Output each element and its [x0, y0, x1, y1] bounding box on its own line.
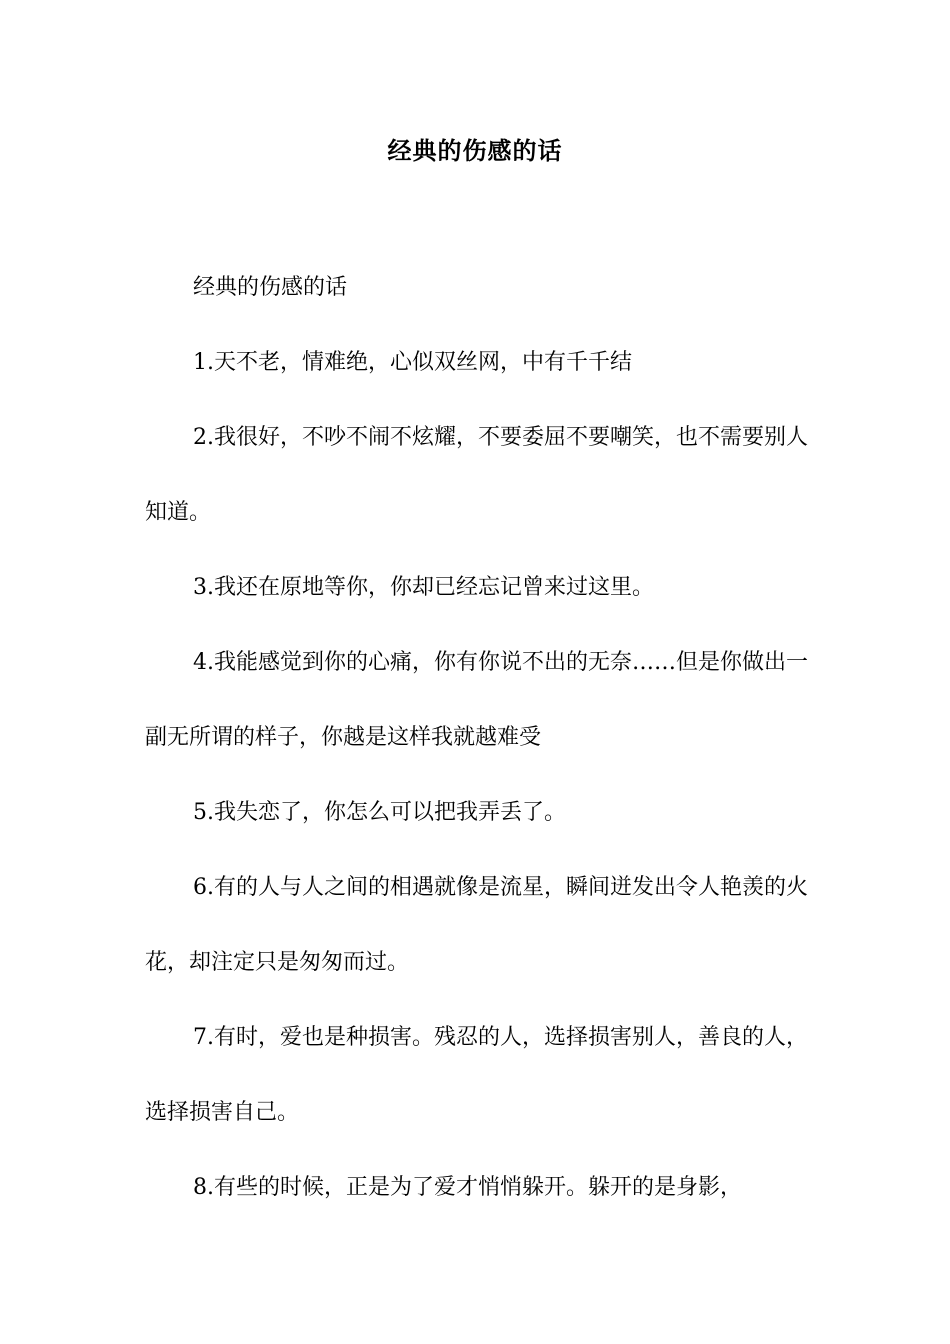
paragraph-1: 1.天不老，情难绝，心似双丝网，中有千千结 [193, 350, 632, 375]
paragraph-5: 5.我失恋了，你怎么可以把我弄丢了。 [193, 800, 566, 825]
paragraph-6: 6.有的人与人之间的相遇就像是流星，瞬间迸发出令人艳羡的火花，却注定只是匆匆而过。 [145, 875, 808, 975]
paragraph-2: 2.我很好，不吵不闹不炫耀，不要委屈不要嘲笑，也不需要别人知道。 [145, 425, 808, 525]
document-body [145, 250, 808, 1225]
paragraph-7: 7.有时，爱也是种损害。残忍的人，选择损害别人，善良的人，选择损害自己。 [145, 1025, 808, 1125]
paragraph-4: 4.我能感觉到你的心痛，你有你说不出的无奈……但是你做出一副无所谓的样子，你越是这样我就越难受 [145, 650, 808, 750]
paragraph-3: 3.我还在原地等你，你却已经忘记曾来过这里。 [193, 575, 654, 600]
paragraph-heading: 经典的伤感的话 [193, 275, 348, 300]
document-title: 经典的伤感的话 [387, 136, 563, 165]
paragraph-8: 8.有些的时候，正是为了爱才悄悄躲开。躲开的是身影， [193, 1175, 742, 1200]
